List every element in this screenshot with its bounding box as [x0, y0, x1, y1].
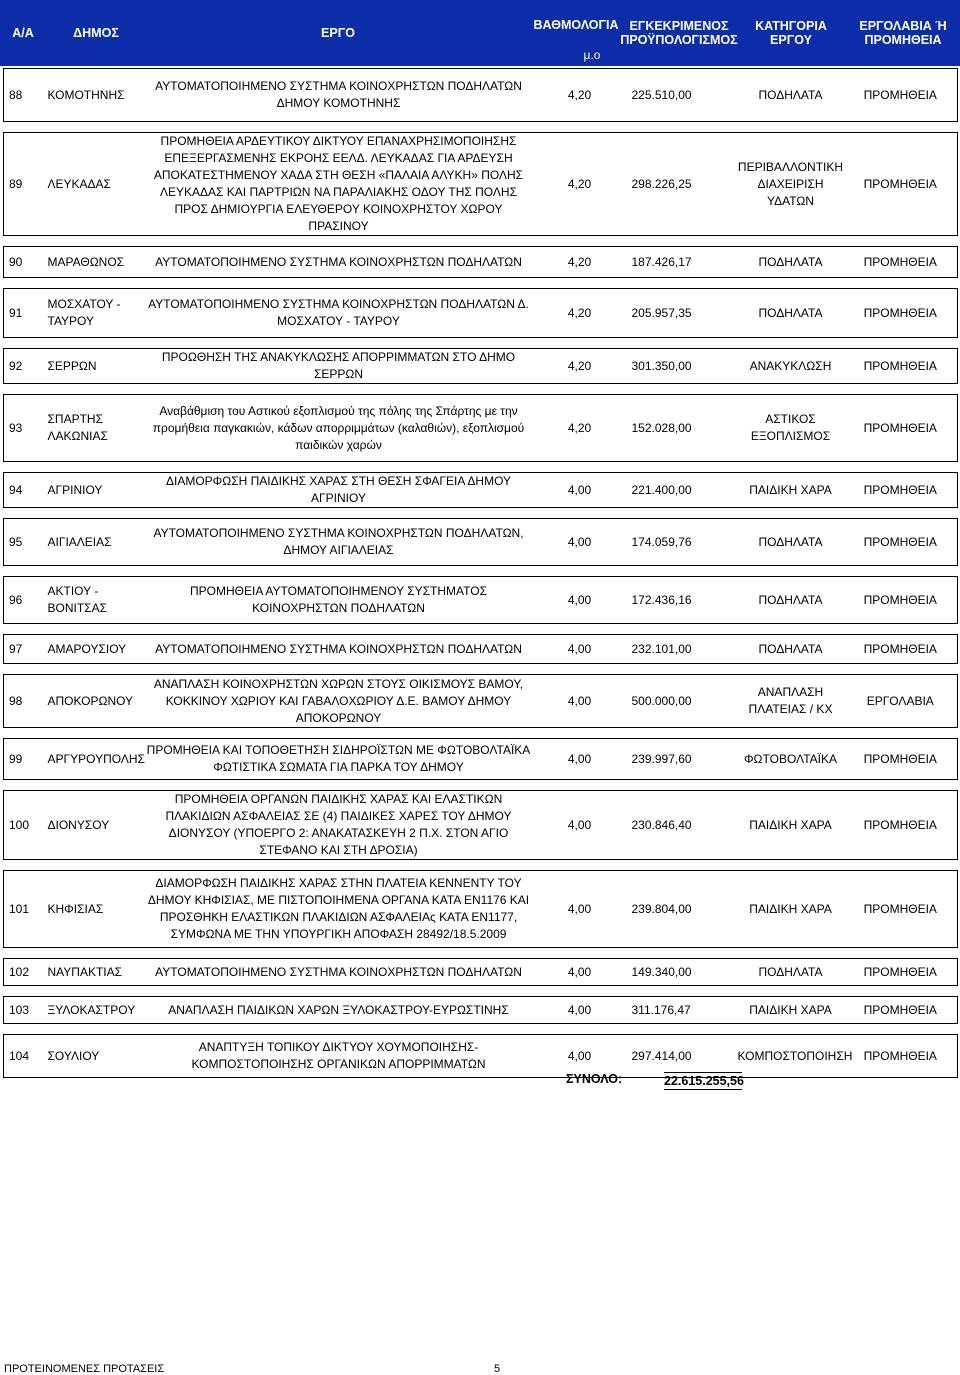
row-gap [4, 728, 958, 739]
header-municipality: ΔΗΜΟΣ [73, 26, 119, 40]
row-gap-cell [4, 860, 958, 871]
row-gap [4, 278, 958, 289]
table-row [4, 473, 958, 508]
row-budget: 239.997,60 [624, 739, 738, 780]
footer-title: ΠΡΟΤΕΙΝΟΜΕΝΕΣ ΠΡΟΤΑΣΕΙΣ [4, 1363, 165, 1375]
row-number: 96 [4, 577, 46, 624]
row-project: ΑΝΑΠΛΑΣΗ ΠΑΙΔΙΚΩΝ ΧΑΡΩΝ ΞΥΛΟΚΑΣΤΡΟΥ-ΕΥΡΩΣΤΙΝΗΣ [146, 997, 532, 1024]
row-municipality: ΞΥΛΟΚΑΣΤΡΟΥ [46, 997, 146, 1024]
row-score: 4,00 [532, 577, 624, 624]
row-project: ΠΡΟΩΘΗΣΗ ΤΗΣ ΑΝΑΚΥΚΛΩΣΗΣ ΑΠΟΡΡΙΜΜΑΤΩΝ ΣΤΟ ΔΗΜΟ ΣΕΡΡΩΝ [146, 349, 532, 384]
row-score: 4,00 [532, 473, 624, 508]
row-project: ΠΡΟΜΗΘΕΙΑ ΑΥΤΟΜΑΤΟΠΟΙΗΜΕΝΟΥ ΣΥΣΤΗΜΑΤΟΣ ΚΟΙΝΟΧΡΗΣΤΩΝ ΠΟΔΗΛΑΤΩΝ [146, 577, 532, 624]
row-budget: 172.436,16 [624, 577, 738, 624]
row-score: 4,00 [532, 997, 624, 1024]
row-number: 101 [4, 871, 46, 948]
row-gap-cell [4, 624, 958, 635]
row-budget: 187.426,17 [624, 247, 738, 278]
row-municipality: ΑΓΡΙΝΙΟΥ [46, 473, 146, 508]
row-gap [4, 384, 958, 395]
row-type: ΠΡΟΜΗΘΕΙΑ [844, 289, 958, 338]
row-budget: 225.510,00 [624, 69, 738, 122]
row-category: ΑΣΤΙΚΟΣ ΕΞΟΠΛΙΣΜΟΣ [738, 395, 844, 462]
table-row [4, 133, 958, 236]
row-budget: 298.226,25 [624, 133, 738, 236]
row-category: ΠΑΙΔΙΚΗ ΧΑΡΑ [738, 791, 844, 860]
header-aa: Α/Α [12, 26, 34, 40]
table-row [4, 791, 958, 860]
row-category: ΠΟΔΗΛΑΤΑ [738, 635, 844, 664]
row-municipality: ΑΚΤΙΟΥ - ΒΟΝΙΤΣΑΣ [46, 577, 146, 624]
row-project: Αναβάθμιση του Αστικού εξοπλισμού της πόλης της Σπάρτης με την προμήθεια παγκακιών, κάδων απορριμμάτων (καλαθιών), εξοπλισμού παιδικών χαρών [146, 395, 532, 462]
row-gap-cell [4, 566, 958, 577]
table-row [4, 739, 958, 780]
projects-table [3, 68, 958, 1078]
row-gap [4, 462, 958, 473]
row-gap [4, 236, 958, 247]
row-gap [4, 986, 958, 997]
row-number: 103 [4, 997, 46, 1024]
row-municipality: ΜΟΣΧΑΤΟΥ - ΤΑΥΡΟΥ [46, 289, 146, 338]
row-gap-cell [4, 948, 958, 959]
row-gap [4, 338, 958, 349]
header-score-unit: μ.ο [583, 48, 601, 62]
row-score: 4,00 [532, 871, 624, 948]
row-municipality: ΣΟΥΛΙΟΥ [46, 1035, 146, 1078]
row-category: ΠΑΙΔΙΚΗ ΧΑΡΑ [738, 473, 844, 508]
row-project: ΑΝΑΠΤΥΞΗ ΤΟΠΙΚΟΥ ΔΙΚΤΥΟΥ ΧΟΥΜΟΠΟΙΗΣΗΣ-ΚΟΜΠΟΣΤΟΠΟΙΗΣΗΣ ΟΡΓΑΝΙΚΩΝ ΑΠΟΡΡΙΜΜΑΤΩΝ [146, 1035, 532, 1078]
table-row [4, 577, 958, 624]
row-budget: 239.804,00 [624, 871, 738, 948]
row-number: 91 [4, 289, 46, 338]
row-municipality: ΝΑΥΠΑΚΤΙΑΣ [46, 959, 146, 986]
row-gap [4, 566, 958, 577]
total-label: ΣΥΝΟΛΟ: [566, 1072, 623, 1086]
row-score: 4,20 [532, 395, 624, 462]
table-row [4, 871, 958, 948]
row-gap-cell [4, 338, 958, 349]
row-municipality: ΑΡΓΥΡΟΥΠΟΛΗΣ [46, 739, 146, 780]
row-municipality: ΑΜΑΡΟΥΣΙΟΥ [46, 635, 146, 664]
table-row [4, 997, 958, 1024]
row-score: 4,00 [532, 739, 624, 780]
row-municipality: ΑΙΓΙΑΛΕΙΑΣ [46, 519, 146, 566]
row-score: 4,20 [532, 69, 624, 122]
row-gap [4, 948, 958, 959]
row-budget: 149.340,00 [624, 959, 738, 986]
row-number: 90 [4, 247, 46, 278]
row-gap-cell [4, 1024, 958, 1035]
row-municipality: ΔΙΟΝΥΣΟΥ [46, 791, 146, 860]
row-type: ΠΡΟΜΗΘΕΙΑ [844, 519, 958, 566]
row-score: 4,20 [532, 133, 624, 236]
table-row [4, 959, 958, 986]
row-type: ΠΡΟΜΗΘΕΙΑ [844, 247, 958, 278]
row-category: ΑΝΑΚΥΚΛΩΣΗ [738, 349, 844, 384]
row-category: ΠΑΙΔΙΚΗ ΧΑΡΑ [738, 997, 844, 1024]
row-type: ΠΡΟΜΗΘΕΙΑ [844, 473, 958, 508]
total-value: 22.615.255,56 [664, 1074, 744, 1088]
row-budget: 500.000,00 [624, 675, 738, 728]
row-project: ΑΝΑΠΛΑΣΗ ΚΟΙΝΟΧΡΗΣΤΩΝ ΧΩΡΩΝ ΣΤΟΥΣ ΟΙΚΙΣΜΟΥΣ ΒΑΜΟΥ, ΚΟΚΚΙΝΟΥ ΧΩΡΙΟΥ ΚΑΙ ΓΑΒΑΛΟΧΩΡΙΟΥ Δ.Ε. ΒΑΜΟΥ ΔΗΜΟΥ ΑΠΟΚΟΡΩΝΟΥ [146, 675, 532, 728]
row-score: 4,20 [532, 247, 624, 278]
row-category: ΠΕΡΙΒΑΛΛΟΝΤΙΚΗ ΔΙΑΧΕΙΡΙΣΗ ΥΔΑΤΩΝ [738, 133, 844, 236]
row-category: ΚΟΜΠΟΣΤΟΠΟΙΗΣΗ [738, 1035, 844, 1078]
row-number: 104 [4, 1035, 46, 1078]
row-type: ΠΡΟΜΗΘΕΙΑ [844, 739, 958, 780]
page-number: 5 [494, 1363, 501, 1375]
row-type: ΠΡΟΜΗΘΕΙΑ [844, 1035, 958, 1078]
row-score: 4,00 [532, 635, 624, 664]
row-gap-cell [4, 278, 958, 289]
row-gap [4, 1024, 958, 1035]
row-number: 92 [4, 349, 46, 384]
row-gap [4, 122, 958, 133]
row-score: 4,20 [532, 349, 624, 384]
row-type: ΠΡΟΜΗΘΕΙΑ [844, 69, 958, 122]
row-project: ΑΥΤΟΜΑΤΟΠΟΙΗΜΕΝΟ ΣΥΣΤΗΜΑ ΚΟΙΝΟΧΡΗΣΤΩΝ ΠΟΔΗΛΑΤΩΝ, ΔΗΜΟΥ ΑΙΓΙΑΛΕΙΑΣ [146, 519, 532, 566]
table-row [4, 289, 958, 338]
row-number: 88 [4, 69, 46, 122]
row-number: 94 [4, 473, 46, 508]
row-category: ΠΟΔΗΛΑΤΑ [738, 289, 844, 338]
row-number: 98 [4, 675, 46, 728]
row-number: 102 [4, 959, 46, 986]
row-project: ΠΡΟΜΗΘΕΙΑ ΟΡΓΑΝΩΝ ΠΑΙΔΙΚΗΣ ΧΑΡΑΣ ΚΑΙ ΕΛΑΣΤΙΚΩΝ ΠΛΑΚΙΔΙΩΝ ΑΣΦΑΛΕΙΑΣ ΣΕ (4) ΠΑΙΔΙΚΕΣ ΧΑΡΕΣ ΤΟΥ ΔΗΜΟΥ ΔΙΟΝΥΣΟΥ (ΥΠΟΕΡΓΟ 2: ΑΝΑΚΑΤΑΣΚΕΥΗ 2 Π.Χ. ΣΤΟΝ ΑΓΙΟ ΣΤΕΦΑΝΟ ΚΑΙ ΣΤΗ ΔΡΟΣΙΑ) [146, 791, 532, 860]
table-row [4, 395, 958, 462]
row-number: 99 [4, 739, 46, 780]
row-category: ΠΟΔΗΛΑΤΑ [738, 577, 844, 624]
row-type: ΠΡΟΜΗΘΕΙΑ [844, 635, 958, 664]
row-gap [4, 624, 958, 635]
row-project: ΑΥΤΟΜΑΤΟΠΟΙΗΜΕΝΟ ΣΥΣΤΗΜΑ ΚΟΙΝΟΧΡΗΣΤΩΝ ΠΟΔΗΛΑΤΩΝ Δ. ΜΟΣΧΑΤΟΥ - ΤΑΥΡΟΥ [146, 289, 532, 338]
row-category: ΑΝΑΠΛΑΣΗ ΠΛΑΤΕΙΑΣ / ΚΧ [738, 675, 844, 728]
row-gap [4, 508, 958, 519]
row-category: ΠΑΙΔΙΚΗ ΧΑΡΑ [738, 871, 844, 948]
row-gap-cell [4, 508, 958, 519]
row-score: 4,00 [532, 959, 624, 986]
table-row [4, 69, 958, 122]
row-type: ΠΡΟΜΗΘΕΙΑ [844, 791, 958, 860]
table-row [4, 519, 958, 566]
row-municipality: ΚΗΦΙΣΙΑΣ [46, 871, 146, 948]
row-number: 100 [4, 791, 46, 860]
table-row [4, 349, 958, 384]
row-municipality: ΚΟΜΟΤΗΝΗΣ [46, 69, 146, 122]
table-row [4, 635, 958, 664]
row-project: ΠΡΟΜΗΘΕΙΑ ΚΑΙ ΤΟΠΟΘΕΤΗΣΗ ΣΙΔΗΡΟΪΣΤΩΝ ΜΕ ΦΩΤΟΒΟΛΤΑΪΚΑ ΦΩΤΙΣΤΙΚΑ ΣΩΜΑΤΑ ΓΙΑ ΠΑΡΚΑ ΤΟΥ ΔΗΜΟΥ [146, 739, 532, 780]
row-category: ΠΟΔΗΛΑΤΑ [738, 247, 844, 278]
header-budget: ΕΓΚΕΚΡΙΜΕΝΟΣ ΠΡΟΫΠΟΛΟΓΙΣΜΟΣ [620, 19, 738, 47]
row-type: ΕΡΓΟΛΑΒΙΑ [844, 675, 958, 728]
row-budget: 221.400,00 [624, 473, 738, 508]
row-category: ΠΟΔΗΛΑΤΑ [738, 959, 844, 986]
row-project: ΠΡΟΜΗΘΕΙΑ ΑΡΔΕΥΤΙΚΟΥ ΔΙΚΤΥΟΥ ΕΠΑΝΑΧΡΗΣΙΜΟΠΟΙΗΣΗΣ ΕΠΕΞΕΡΓΑΣΜΕΝΗΣ ΕΚΡΟΗΣ ΕΕΛΔ. ΛΕΥΚΑΔΑΣ ΓΙΑ ΑΡΔΕΥΣΗ ΑΠΟΚΑΤΕΣΤΗΜΕΝΟΥ ΧΑΔΑ ΣΤΗ ΘΕΣΗ «ΠΑΛΑΙΑ ΑΛΥΚΗ» ΠΟΛΗΣ ΛΕΥΚΑΔΑΣ ΚΑΙ ΠΑΡΤΡΙΩΝ ΝΑ ΠΑΡΑΛΙΑΚΗΣ ΟΔΟΥ ΤΗΣ ΠΟΛΗΣ ΠΡΟΣ ΔΗΜΙΟΥΡΓΙΑ ΕΛΕΥΘΕΡΟΥ ΚΟΙΝΟΧΡΗΣΤΟΥ ΧΩΡΟΥ ΠΡΑΣΙΝΟΥ [146, 133, 532, 236]
row-budget: 232.101,00 [624, 635, 738, 664]
header-type: ΕΡΓΟΛΑΒΙΑ Ή ΠΡΟΜΗΘΕΙΑ [859, 19, 947, 47]
row-project: ΔΙΑΜΟΡΦΩΣΗ ΠΑΙΔΙΚΗΣ ΧΑΡΑΣ ΣΤΗ ΘΕΣΗ ΣΦΑΓΕΙΑ ΔΗΜΟΥ ΑΓΡΙΝΙΟΥ [146, 473, 532, 508]
row-municipality: ΛΕΥΚΑΔΑΣ [46, 133, 146, 236]
row-number: 89 [4, 133, 46, 236]
row-score: 4,00 [532, 791, 624, 860]
row-budget: 152.028,00 [624, 395, 738, 462]
row-score: 4,20 [532, 289, 624, 338]
row-gap-cell [4, 728, 958, 739]
row-budget: 174.059,76 [624, 519, 738, 566]
row-project: ΑΥΤΟΜΑΤΟΠΟΙΗΜΕΝΟ ΣΥΣΤΗΜΑ ΚΟΙΝΟΧΡΗΣΤΩΝ ΠΟΔΗΛΑΤΩΝ [146, 959, 532, 986]
row-score: 4,00 [532, 1035, 624, 1078]
row-budget: 205.957,35 [624, 289, 738, 338]
row-gap-cell [4, 384, 958, 395]
row-type: ΠΡΟΜΗΘΕΙΑ [844, 133, 958, 236]
row-gap-cell [4, 236, 958, 247]
header-category: ΚΑΤΗΓΟΡΙΑ ΕΡΓΟΥ [755, 19, 827, 47]
row-type: ΠΡΟΜΗΘΕΙΑ [844, 349, 958, 384]
row-project: ΑΥΤΟΜΑΤΟΠΟΙΗΜΕΝΟ ΣΥΣΤΗΜΑ ΚΟΙΝΟΧΡΗΣΤΩΝ ΠΟΔΗΛΑΤΩΝ [146, 635, 532, 664]
table-row [4, 1035, 958, 1078]
row-type: ΠΡΟΜΗΘΕΙΑ [844, 959, 958, 986]
row-category: ΠΟΔΗΛΑΤΑ [738, 69, 844, 122]
header-project: ΕΡΓΟ [321, 26, 355, 40]
row-gap-cell [4, 462, 958, 473]
row-municipality: ΣΠΑΡΤΗΣ ΛΑΚΩΝΙΑΣ [46, 395, 146, 462]
table-row [4, 675, 958, 728]
row-gap-cell [4, 664, 958, 675]
row-project: ΑΥΤΟΜΑΤΟΠΟΙΗΜΕΝΟ ΣΥΣΤΗΜΑ ΚΟΙΝΟΧΡΗΣΤΩΝ ΠΟΔΗΛΑΤΩΝ ΔΗΜΟΥ ΚΟΜΟΤΗΝΗΣ [146, 69, 532, 122]
row-budget: 297.414,00 [624, 1035, 738, 1078]
row-budget: 230.846,40 [624, 791, 738, 860]
row-number: 93 [4, 395, 46, 462]
row-municipality: ΣΕΡΡΩΝ [46, 349, 146, 384]
row-project: ΑΥΤΟΜΑΤΟΠΟΙΗΜΕΝΟ ΣΥΣΤΗΜΑ ΚΟΙΝΟΧΡΗΣΤΩΝ ΠΟΔΗΛΑΤΩΝ [146, 247, 532, 278]
row-gap [4, 664, 958, 675]
row-score: 4,00 [532, 675, 624, 728]
row-municipality: ΑΠΟΚΟΡΩΝΟΥ [46, 675, 146, 728]
header-score: ΒΑΘΜΟΛΟΓΙΑ [533, 18, 619, 32]
row-type: ΠΡΟΜΗΘΕΙΑ [844, 871, 958, 948]
row-score: 4,00 [532, 519, 624, 566]
row-gap-cell [4, 986, 958, 997]
row-type: ΠΡΟΜΗΘΕΙΑ [844, 395, 958, 462]
row-number: 95 [4, 519, 46, 566]
row-gap [4, 860, 958, 871]
table-row [4, 247, 958, 278]
row-municipality: ΜΑΡΑΘΩΝΟΣ [46, 247, 146, 278]
row-category: ΦΩΤΟΒΟΛΤΑΪΚΑ [738, 739, 844, 780]
row-gap-cell [4, 780, 958, 791]
row-project: ΔΙΑΜΟΡΦΩΣΗ ΠΑΙΔΙΚΗΣ ΧΑΡΑΣ ΣΤΗΝ ΠΛΑΤΕΙΑ ΚΕΝΝΕΝΤΥ ΤΟΥ ΔΗΜΟΥ ΚΗΦΙΣΙΑΣ, ΜΕ ΠΙΣΤΟΠΟΙΗΜΕΝΑ ΟΡΓΑΝΑ ΚΑΤΑ ΕΝ1176 ΚΑΙ ΠΡΟΣΘΗΚΗ ΕΛΑΣΤΙΚΩΝ ΠΛΑΚΙΔΙΩΝ ΑΣΦΑΛΕΙΑς ΚΑΤΑ ΕΝ1177, ΣΥΜΦΩΝΑ ΜΕ ΤΗΝ ΥΠΟΥΡΓΙΚΗ ΑΠΟΦΑΣΗ 28492/18.5.2009 [146, 871, 532, 948]
row-type: ΠΡΟΜΗΘΕΙΑ [844, 577, 958, 624]
row-budget: 311.176,47 [624, 997, 738, 1024]
row-gap [4, 780, 958, 791]
table-header [0, 0, 960, 66]
row-budget: 301.350,00 [624, 349, 738, 384]
row-gap-cell [4, 122, 958, 133]
row-type: ΠΡΟΜΗΘΕΙΑ [844, 997, 958, 1024]
projects-table-body [4, 69, 958, 1078]
row-number: 97 [4, 635, 46, 664]
row-category: ΠΟΔΗΛΑΤΑ [738, 519, 844, 566]
